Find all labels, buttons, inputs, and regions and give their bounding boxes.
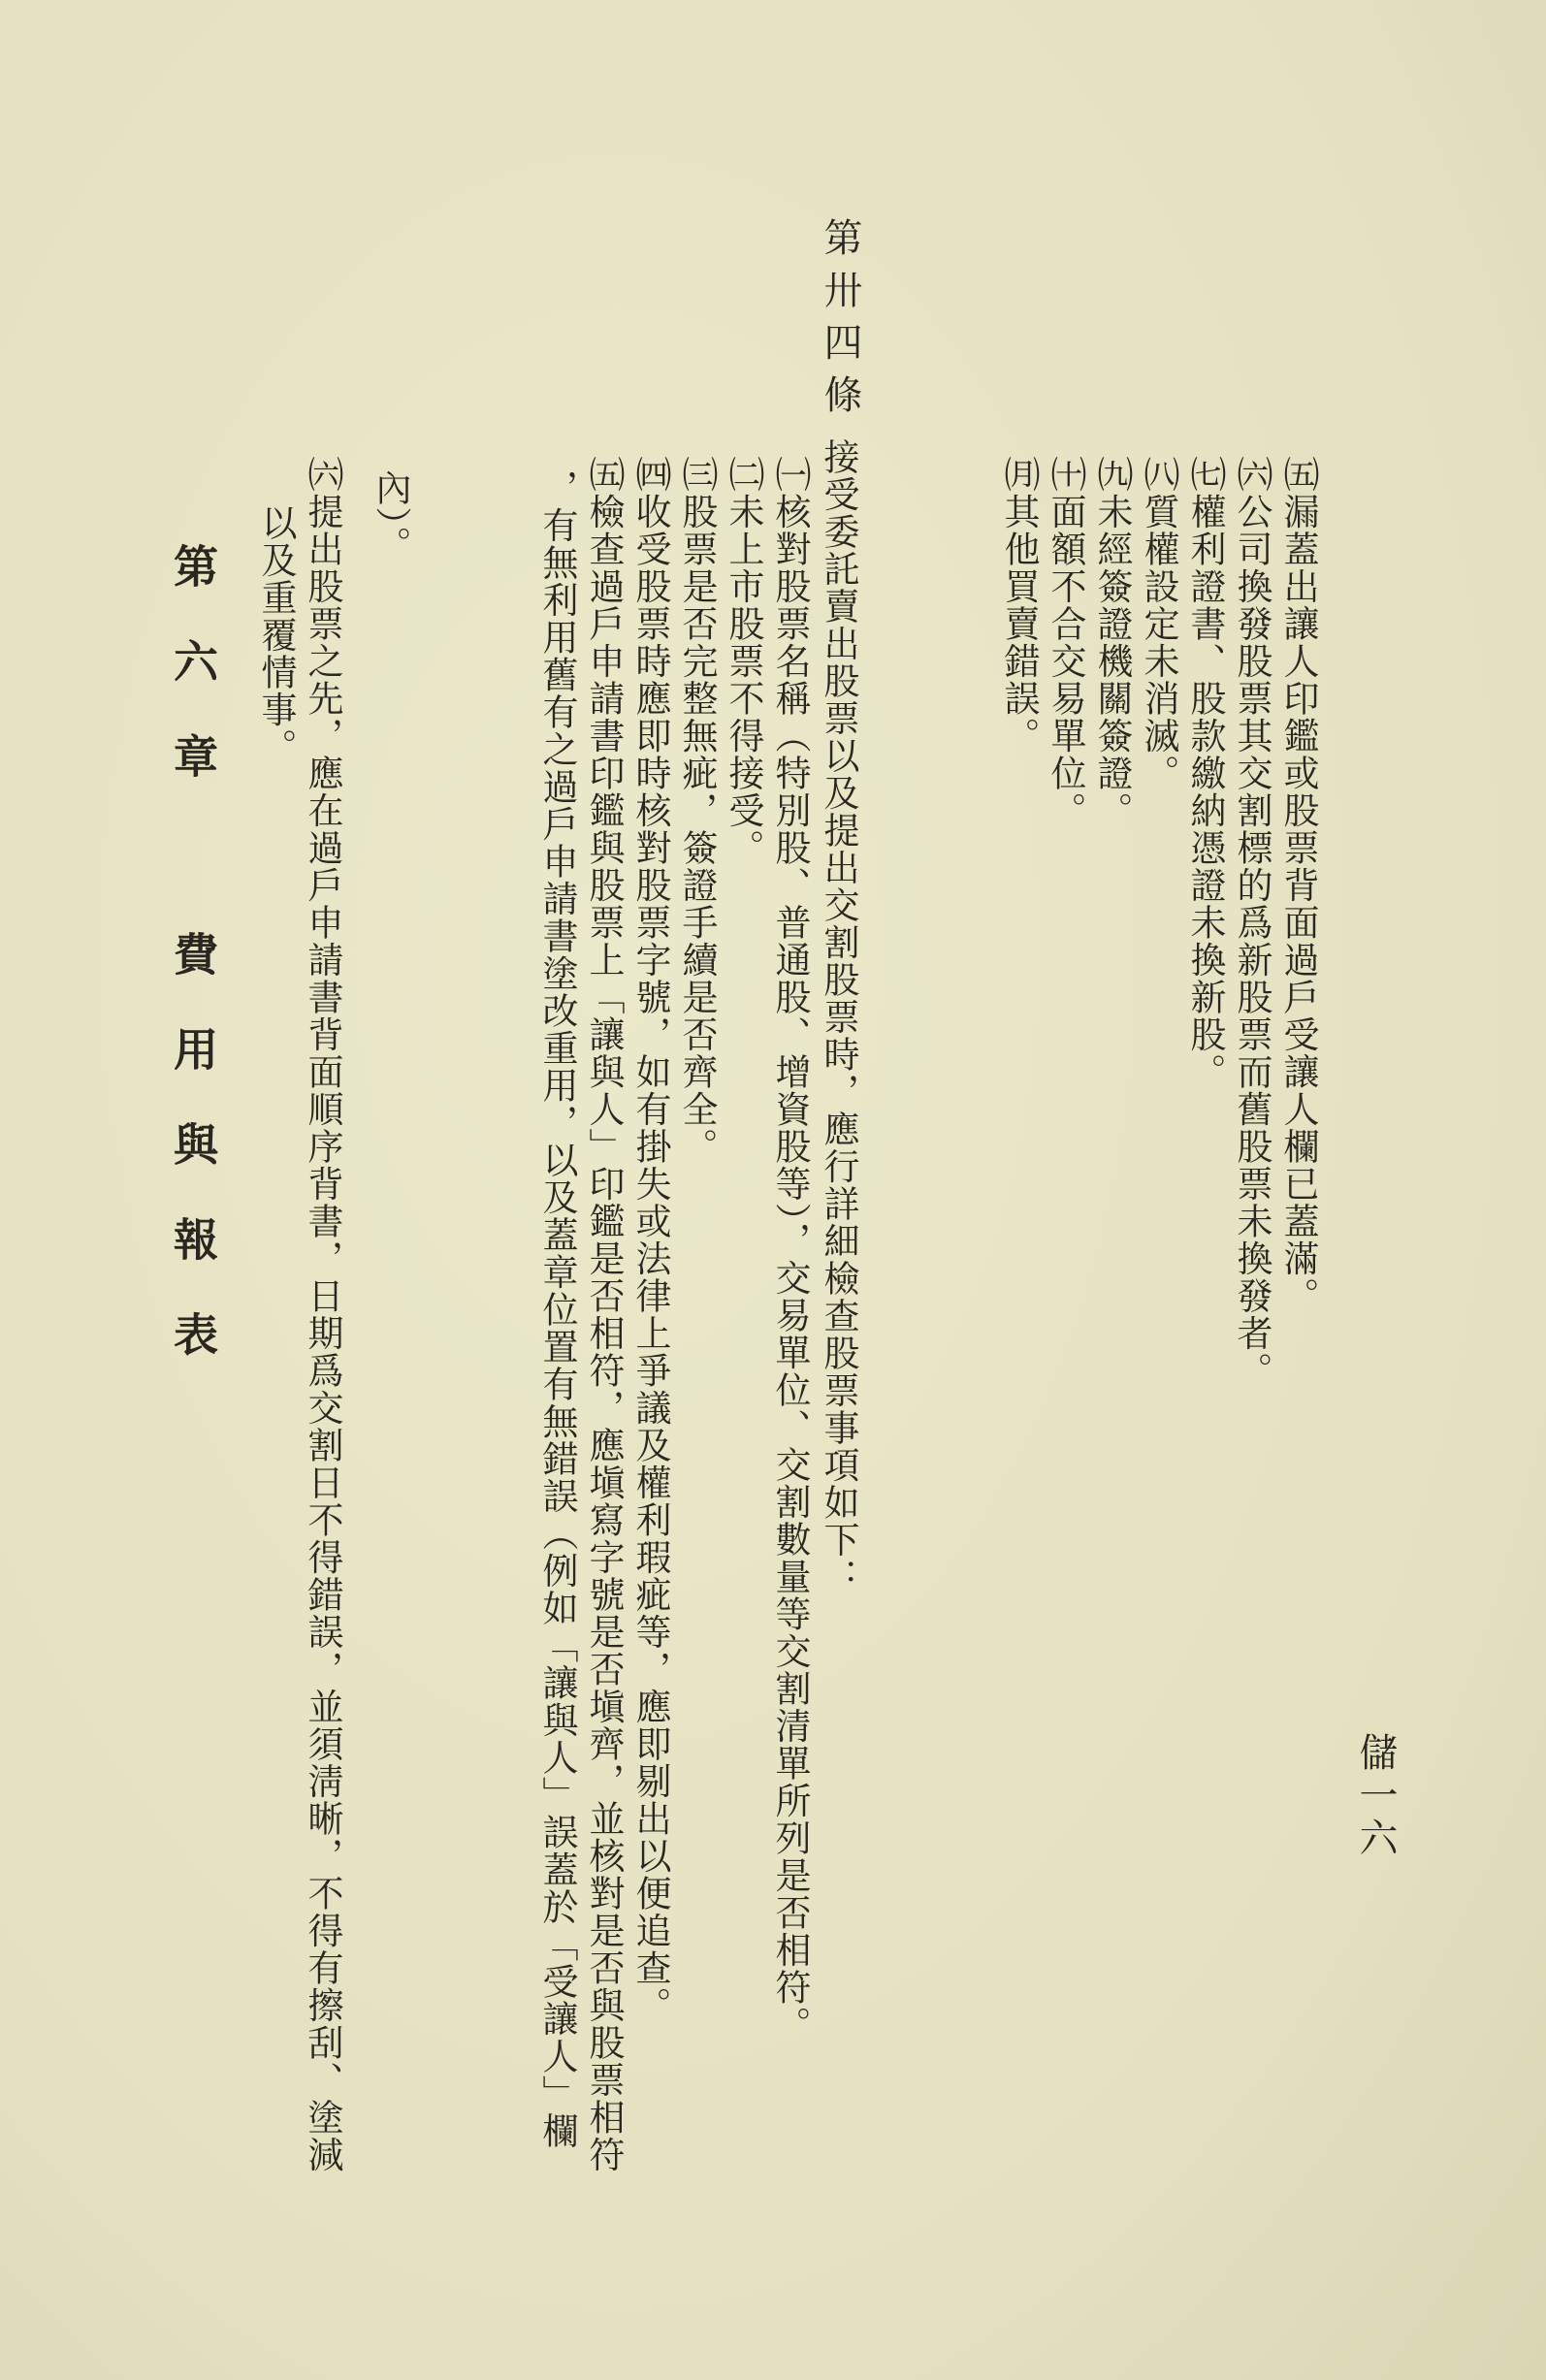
text-line: ㈣收受股票時應即時核對股票字號，如有掛失或法律上爭議及權利瑕疵等，應即剔出以便追查。 <box>629 456 671 2024</box>
text-line: ㈠核對股票名稱（特別股、普通股、增資股等），交易單位、交割數量等交割清單所列是否相符。 <box>769 456 811 2043</box>
text-line: ㈩面額不合交易單位。 <box>1045 456 1086 829</box>
text-line: 以及重覆情事。 <box>255 504 297 766</box>
text-line: ㈦權利證書、股款繳納憑證未換新股。 <box>1184 456 1226 1091</box>
text-line: ㈨未經簽證機關簽證。 <box>1091 456 1133 829</box>
text-line: ㈡未上市股票不得接受。 <box>723 456 764 867</box>
text-line: 接受委託賣出股票以及提出交割股票時，應行詳細檢查股票事項如下： <box>818 438 859 1596</box>
article-heading: 第卅四條 <box>818 217 862 427</box>
text-line: ㈥公司換發股票其交割標的爲新股票而舊股票未換發者。 <box>1231 456 1272 1390</box>
text-line: ㈢股票是否完整無疵，簽證手續是否齊全。 <box>676 456 718 1166</box>
text-line: ，有無利用舊有之過戶申請書塗改重用，以及蓋章位置有無錯誤（例如「讓與人」誤蓋於「受讓人」欄 <box>536 469 578 2150</box>
text-line: ㈪其他買賣錯誤。 <box>998 456 1040 755</box>
text-line: ㈧質權設定未消滅。 <box>1138 456 1179 792</box>
text-line: 內）。 <box>370 469 411 563</box>
text-line: ㈤漏蓋出讓人印鑑或股票背面過戶受讓人欄已蓋滿。 <box>1277 456 1319 1315</box>
text-line: ㈤檢查過戶申請書印鑑與股票上「讓與人」印鑑是否相符，應塡寫字號是否塡齊，並核對是否與股票相符 <box>583 456 625 2173</box>
page-number: 儲一六 <box>1353 1732 1398 1860</box>
text-line: ㈥提出股票之先，應在過戶申請書背面順序背書，日期爲交割日不得錯誤，並須淸晰，不得有擦刮、塗減 <box>302 456 343 2173</box>
chapter-heading: 第六章 費用與報表 <box>167 543 219 1406</box>
